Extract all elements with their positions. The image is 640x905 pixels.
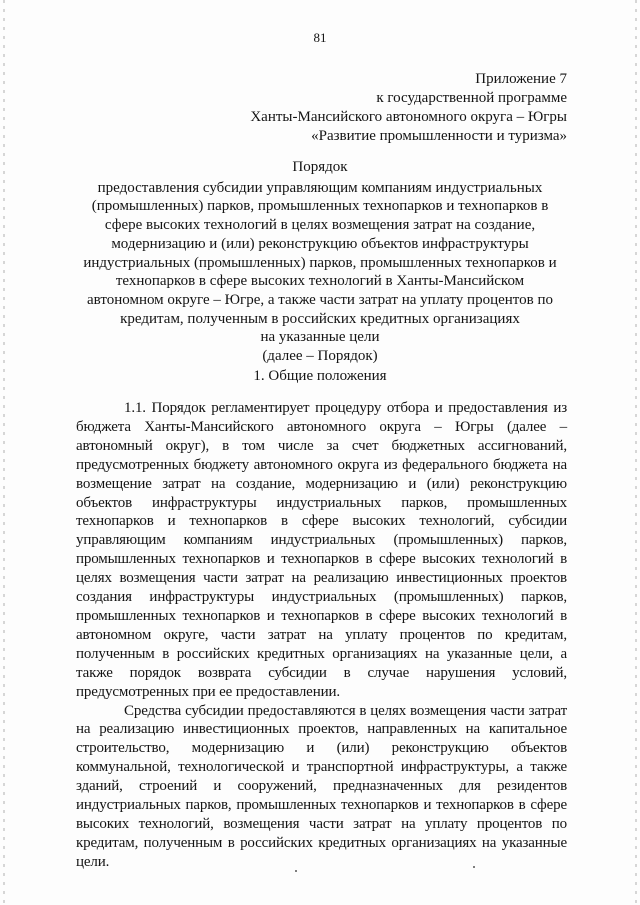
page-number: 81: [313, 30, 327, 45]
scan-speck: [473, 866, 475, 868]
title-line: сфере высоких технологий в целях возмещения затрат на создание,: [104, 217, 536, 234]
title-line: предоставления субсидии управляющим компаниям индустриальных: [97, 179, 543, 196]
paragraph: 1.1. Порядок регламентирует процедуру отбора и предоставления из бюджета Ханты-Мансийского автономного округа – Югры (далее – автономный округ), в том числе за счет бюджетных ассигнований, предусмотренных бюджету автономного округа из федерального бюджета на возмещение затрат на создание, модернизацию и (или) реконструкцию объектов инфраструктуры индустриальных парков, промышленных технопарков и технопарков в сфере высоких технологий, субсидии управляющим компаниям индустриальных (промышленных) парков, промышленных технопарков и технопарков в сфере высоких технологий в целях возмещения части затрат на реализацию инвестиционных проектов создания инфраструктуры индустриальных (промышленных) парков, промышленных технопарков и технопарков в сфере высоких технологий в автономном округе, части затрат на уплату процентов по кредитам, полученным в российских кредитных организациях на указанные цели, а также порядок возврата субсидии в случае нарушения условий, предусмотренных при ее предоставлении.: [76, 400, 567, 700]
paragraph: Средства субсидии предоставляются в целях возмещения части затрат на реализацию инвестиционных проектов, направленных на капитальное строительство, модернизацию и (или) реконструкцию объектов коммунальной, технологической и транспортной инфраструктуры, а также зданий, строений и сооружений, предназначенных для резидентов индустриальных парков, промышленных технопарков и технопарков в сфере высоких технологий, возмещения части затрат на уплату процентов по кредитам, полученным в российских кредитных организациях на указанные цели.: [76, 702, 567, 870]
title-line: на указанные цели: [260, 329, 380, 346]
appendix-line: Ханты-Мансийского автономного округа – Югры: [250, 109, 567, 125]
title-line: (промышленных) парков, промышленных технопарков и технопарков в: [91, 198, 549, 215]
body-text: [76, 399, 567, 872]
appendix-line: Приложение 7: [475, 71, 567, 87]
appendix-header: [127, 70, 567, 146]
scan-edge-right: [635, 0, 637, 905]
appendix-line: к государственной программе: [376, 90, 567, 106]
title-line: технопарков в сфере высоких технологий в Ханты-Мансийском: [115, 273, 525, 290]
title-line: (далее – Порядок): [262, 348, 378, 365]
title-heading: Порядок: [292, 159, 348, 175]
title-line: кредитам, полученным в российских кредитных организациях: [120, 310, 520, 327]
document-title: [60, 158, 580, 366]
section-heading: 1. Общие положения: [253, 368, 387, 384]
title-line: индустриальных (промышленных) парков, промышленных технопарков и: [83, 254, 557, 271]
scan-edge-left: [3, 0, 5, 905]
title-line: модернизацию и (или) реконструкцию объектов инфраструктуры: [111, 235, 529, 252]
title-line: автономном округе – Югре, а также части затрат на уплату процентов по: [86, 291, 554, 308]
appendix-line: «Развитие промышленности и туризма»: [311, 128, 567, 144]
scan-speck: [295, 870, 297, 872]
